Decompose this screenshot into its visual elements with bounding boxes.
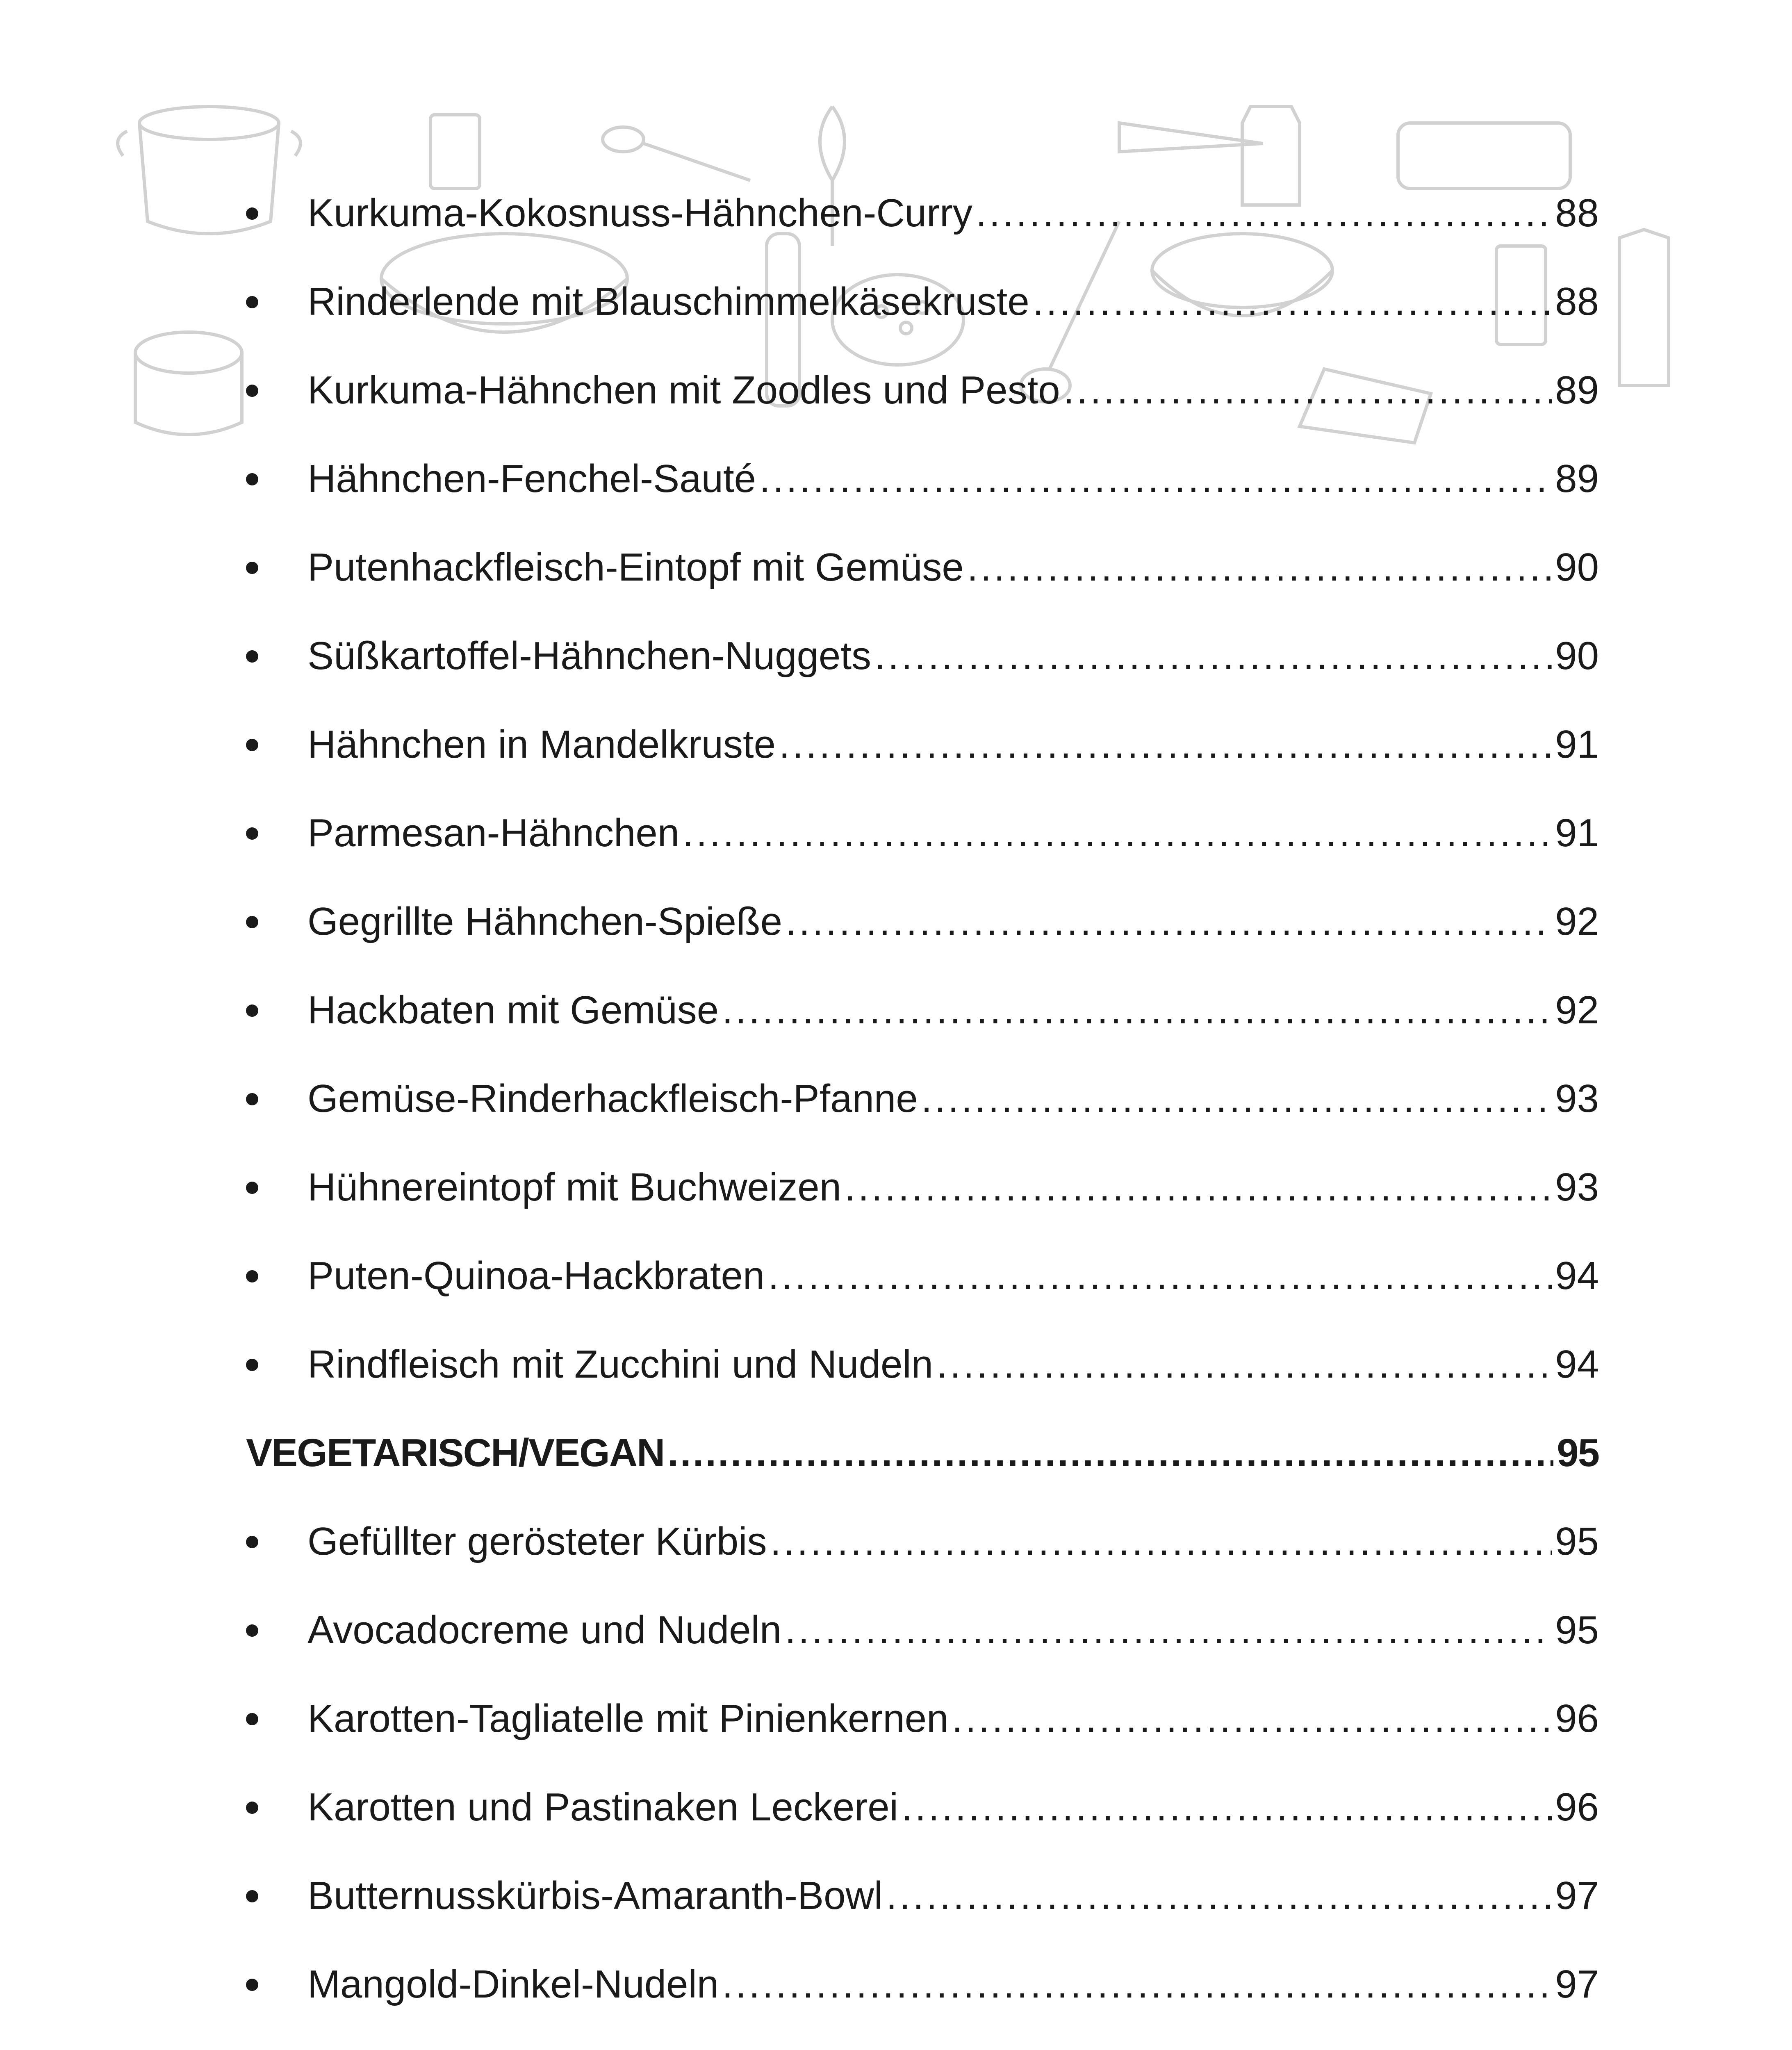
toc-page-number: 93 <box>1555 1165 1599 1209</box>
toc-entry <box>246 1674 1599 1763</box>
toc-entry-title: Gefüllter gerösteter Kürbis <box>307 1519 767 1563</box>
bullet-icon <box>246 1536 258 1548</box>
toc-page-number: 93 <box>1555 1077 1599 1121</box>
toc-entry <box>246 789 1599 877</box>
dot-leader <box>1033 257 1552 346</box>
toc-entry <box>246 1940 1599 2029</box>
dot-leader <box>936 1320 1552 1409</box>
toc-page-number: 95 <box>1555 1608 1599 1652</box>
toc-entry <box>246 1586 1599 1674</box>
toc-page-number: 95 <box>1555 1519 1599 1563</box>
toc-page-number: 92 <box>1555 988 1599 1032</box>
toc-entry-title: Gegrillte Hähnchen-Spieße <box>307 900 782 943</box>
bullet-icon <box>246 1182 258 1194</box>
dot-leader <box>785 1586 1552 1674</box>
toc-page-number: 97 <box>1555 1874 1599 1918</box>
dot-leader <box>921 1055 1552 1143</box>
bullet-icon <box>246 473 258 485</box>
toc-entry <box>246 700 1599 789</box>
toc-entry-title: Karotten und Pastinaken Leckerei <box>307 1785 898 1829</box>
dot-leader <box>1063 346 1552 435</box>
toc-entry-title: Kurkuma-Hähnchen mit Zoodles und Pesto <box>307 368 1060 412</box>
dot-leader <box>667 1409 1553 1497</box>
dot-leader <box>683 789 1552 877</box>
toc-entry-title: Rinderlende mit Blauschimmelkäsekruste <box>307 280 1029 323</box>
toc-entry-title: Putenhackfleisch-Eintopf mit Gemüse <box>307 545 964 589</box>
toc-entry-title: Butternusskürbis-Amaranth-Bowl <box>307 1874 883 1918</box>
dot-leader <box>952 1674 1552 1763</box>
toc-entry-title: Kurkuma-Kokosnuss-Hähnchen-Curry <box>307 191 972 235</box>
dot-leader <box>886 1852 1552 1940</box>
toc-entry <box>246 169 1599 257</box>
toc-entry <box>246 1763 1599 1852</box>
bullet-icon <box>246 1093 258 1105</box>
toc-entry <box>246 435 1599 523</box>
toc-entry-title: Parmesan-Hähnchen <box>307 811 680 855</box>
toc-page-number: 88 <box>1555 191 1599 235</box>
dot-leader <box>687 2029 1552 2050</box>
toc-entry-title: Süßkartoffel-Hähnchen-Nuggets <box>307 634 871 678</box>
toc-entry-title: Hackbaten mit Gemüse <box>307 988 719 1032</box>
toc-page-number: 88 <box>1555 280 1599 323</box>
dot-leader <box>967 523 1552 612</box>
toc-entry <box>246 346 1599 435</box>
toc-page-number: 94 <box>1555 1254 1599 1298</box>
toc-page-number: 90 <box>1555 545 1599 589</box>
bullet-icon <box>246 1890 258 1902</box>
bullet-icon <box>246 1713 258 1725</box>
toc-entry <box>246 257 1599 346</box>
toc-entry-title: Gemüse-Rinderhackfleisch-Pfanne <box>307 1077 918 1121</box>
toc-entry-title: Hähnchen in Mandelkruste <box>307 722 776 766</box>
bullet-icon <box>246 562 258 574</box>
dot-leader <box>902 1763 1552 1852</box>
toc-entry-title: Hühnereintopf mit Buchweizen <box>307 1165 842 1209</box>
toc-entry <box>246 612 1599 700</box>
bullet-icon <box>246 385 258 397</box>
toc-page-number: 96 <box>1555 1785 1599 1829</box>
grater-icon <box>1619 230 1669 385</box>
toc-entry <box>246 1497 1599 1586</box>
bullet-icon <box>246 916 258 928</box>
dot-leader <box>874 612 1552 700</box>
toc-page-number: 91 <box>1555 722 1599 766</box>
toc-page-number: 90 <box>1555 634 1599 678</box>
bullet-icon <box>246 650 258 663</box>
toc-entry <box>246 1232 1599 1320</box>
dot-leader <box>786 877 1552 966</box>
toc-entry-title: Karotten-Tagliatelle mit Pinienkernen <box>307 1697 949 1740</box>
dot-leader <box>779 700 1552 789</box>
bullet-icon <box>246 207 258 220</box>
toc-page-number: 92 <box>1555 900 1599 943</box>
toc-page-number: 89 <box>1555 457 1599 501</box>
bullet-icon <box>246 296 258 308</box>
dot-leader <box>722 1940 1552 2029</box>
toc-entry <box>246 1143 1599 1232</box>
bullet-icon <box>246 1359 258 1371</box>
dot-leader <box>845 1143 1552 1232</box>
toc-entry <box>246 1055 1599 1143</box>
toc-entry <box>246 2029 1599 2050</box>
toc-entry <box>246 1852 1599 1940</box>
dot-leader <box>770 1497 1552 1586</box>
toc-entry <box>246 523 1599 612</box>
toc-entry-title: Rindfleisch mit Zucchini und Nudeln <box>307 1342 934 1386</box>
toc-page-number: 96 <box>1555 1697 1599 1740</box>
toc-page-number <box>1555 2029 1599 2050</box>
bullet-icon <box>246 739 258 751</box>
dot-leader <box>768 1232 1552 1320</box>
toc-page-number: 91 <box>1555 811 1599 855</box>
dot-leader <box>976 169 1552 257</box>
dot-leader <box>722 966 1552 1055</box>
toc-entry <box>246 966 1599 1055</box>
bullet-icon <box>246 1004 258 1017</box>
dot-leader <box>759 435 1552 523</box>
bullet-icon <box>246 1270 258 1282</box>
toc-page-number: 97 <box>1555 1962 1599 2006</box>
bullet-icon <box>246 827 258 840</box>
toc-entry-title: Avocadocreme und Nudeln <box>307 1608 782 1652</box>
toc-entry-title: Hähnchen-Fenchel-Sauté <box>307 457 756 501</box>
pot-icon <box>135 332 242 435</box>
toc-section-heading <box>246 1409 1599 1497</box>
toc-entry <box>246 877 1599 966</box>
toc-page-number: 94 <box>1555 1342 1599 1386</box>
toc-entry-title: Puten-Quinoa-Hackbraten <box>307 1254 765 1298</box>
toc-entry-title <box>307 2029 684 2050</box>
table-of-contents <box>246 169 1599 2050</box>
bullet-icon <box>246 1624 258 1637</box>
toc-page-number: 89 <box>1555 368 1599 412</box>
bullet-icon <box>246 1802 258 1814</box>
bullet-icon <box>246 1979 258 1991</box>
toc-entry <box>246 1320 1599 1409</box>
toc-entry-title: VEGETARISCH/VEGAN <box>246 1431 665 1475</box>
toc-entry-title: Mangold-Dinkel-Nudeln <box>307 1962 719 2006</box>
toc-page-number: 95 <box>1557 1431 1599 1475</box>
